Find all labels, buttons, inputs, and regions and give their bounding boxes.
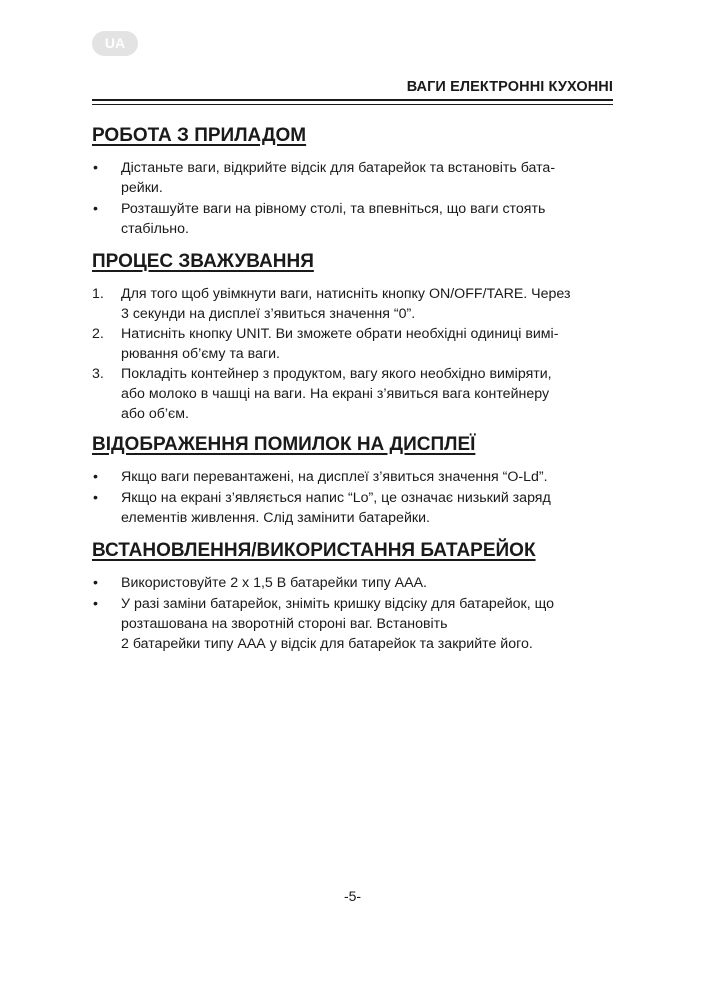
list-number: 1. bbox=[92, 286, 104, 302]
bullet-marker: • bbox=[93, 575, 98, 591]
document-title: ВАГИ ЕЛЕКТРОННІ КУХОННІ bbox=[406, 79, 613, 95]
page-number: -5- bbox=[343, 888, 362, 904]
bullet-list bbox=[92, 158, 614, 239]
section-heading: РОБОТА З ПРИЛАДОМ bbox=[92, 125, 307, 146]
list-number: 3. bbox=[92, 366, 104, 382]
list-item bbox=[92, 158, 614, 198]
section-operation bbox=[92, 124, 614, 239]
list-item-text: Якщо ваги перевантажені, на дисплеї з’явиться значення “O-Ld”. bbox=[121, 469, 548, 485]
numbered-list bbox=[92, 284, 614, 424]
section-heading: ПРОЦЕС ЗВАЖУВАННЯ bbox=[92, 251, 314, 272]
list-item-text: Покладіть контейнер з продуктом, вагу якого необхідно виміряти, або молоко в чашці на ваги. На екрані з’явиться вага контейнеру або об’єм. bbox=[121, 366, 552, 422]
bullet-marker: • bbox=[93, 160, 98, 176]
list-item-text: У разі заміни батарейок, зніміть кришку відсіку для батарейок, що розташована на зворотній стороні ваг. Встановіть 2 батарейки типу ААА у відсік для батарейок та закрийте його. bbox=[121, 596, 555, 652]
language-badge: UA bbox=[92, 31, 138, 56]
header-rule-thin bbox=[92, 104, 613, 105]
header-rule-thick bbox=[92, 99, 613, 101]
list-item bbox=[92, 573, 614, 593]
list-item bbox=[92, 594, 614, 654]
list-item-text: Використовуйте 2 х 1,5 В батарейки типу ААА. bbox=[121, 575, 427, 591]
bullet-list bbox=[92, 573, 614, 654]
list-item bbox=[92, 364, 614, 424]
list-item-text: Дістаньте ваги, відкрийте відсік для батарейок та встановіть бата- рейки. bbox=[121, 160, 556, 196]
list-item bbox=[92, 324, 614, 364]
list-item-text: Якщо на екрані з’являється напис “Lo”, це означає низький заряд елементів живлення. Слід замінити батарейки. bbox=[121, 490, 551, 526]
bullet-list bbox=[92, 467, 614, 528]
section-display-errors bbox=[92, 433, 614, 528]
section-weighing bbox=[92, 250, 614, 424]
list-item bbox=[92, 284, 614, 324]
bullet-marker: • bbox=[93, 490, 98, 506]
list-item bbox=[92, 199, 614, 239]
bullet-marker: • bbox=[93, 201, 98, 217]
bullet-marker: • bbox=[93, 469, 98, 485]
section-heading: ВІДОБРАЖЕННЯ ПОМИЛОК НА ДИСПЛЕЇ bbox=[92, 434, 476, 455]
list-item-text: Розташуйте ваги на рівному столі, та впевніться, що ваги стоять стабільно. bbox=[121, 201, 546, 237]
list-number: 2. bbox=[92, 326, 104, 342]
list-item bbox=[92, 467, 614, 487]
list-item bbox=[92, 488, 614, 528]
list-item-text: Для того щоб увімкнути ваги, натисніть кнопку ON/OFF/TARE. Через 3 секунди на дисплеї з’явиться значення “0”. bbox=[121, 286, 571, 322]
bullet-marker: • bbox=[93, 596, 98, 612]
section-heading: ВСТАНОВЛЕННЯ/ВИКОРИСТАННЯ БАТАРЕЙОК bbox=[92, 540, 536, 561]
section-batteries bbox=[92, 539, 614, 654]
list-item-text: Натисніть кнопку UNIT. Ви зможете обрати необхідні одиниці вимі- рювання об’єму та ваги. bbox=[121, 326, 559, 362]
